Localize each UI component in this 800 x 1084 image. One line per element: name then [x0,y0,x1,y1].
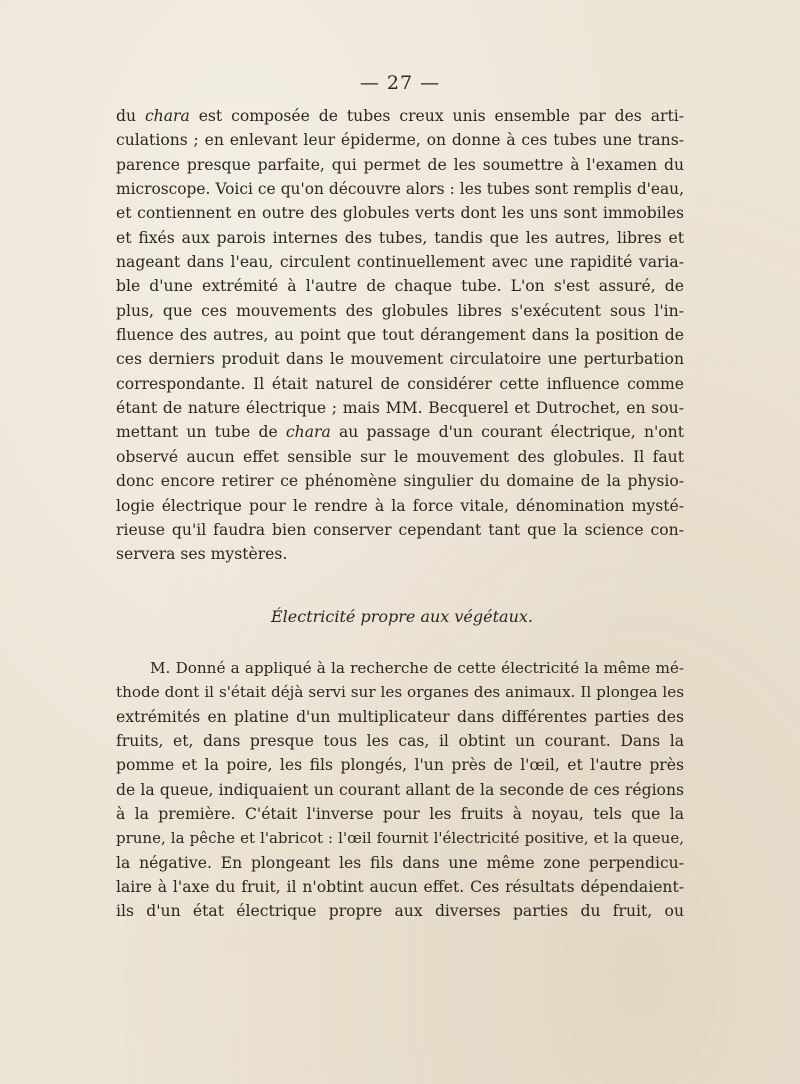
text-line: extrémités en platine d'un multiplicateur dans différentes parties des [116,707,684,726]
text-line: à la première. C'était l'inverse pour les fruits à noyau, tels que la [116,805,684,824]
text-line: M. Donné a appliqué à la recherche de cette électricité la même mé- [150,659,684,677]
text-line: servera ses mystères. [116,545,288,564]
text-line: et contiennent en outre des globules verts dont les uns sont immobiles [116,204,684,223]
text-line: correspondante. Il était naturel de considérer cette influence comme [116,374,684,393]
text-line: laire à l'axe du fruit, il n'obtint aucun effet. Ces résultats dépendaient- [116,878,684,897]
text-line: logie électrique pour le rendre à la force vitale, dénomination mysté- [116,496,684,515]
text-line: observé aucun effet sensible sur le mouvement des globules. Il faut [116,447,684,466]
text-line: rieuse qu'il faudra bien conserver cependant tant que la science con- [116,520,684,539]
paragraph-chara [116,104,684,567]
text-line: mettant un tube de chara au passage d'un courant électrique, n'ont [116,423,684,442]
text-line: pomme et la poire, les fils plongés, l'un près de l'œil, et l'autre près [116,756,684,775]
text-line: et fixés aux parois internes des tubes, tandis que les autres, libres et [116,228,684,247]
italic-term: chara [144,107,190,125]
paragraph-donne [116,656,684,924]
text-line: la négative. En plongeant les fils dans une même zone perpendicu- [116,853,684,872]
text-line: ces derniers produit dans le mouvement circulatoire une perturbation [116,350,684,369]
text-line: ils d'un état électrique propre aux diverses parties du fruit, ou [116,902,684,921]
text-line: ble d'une extrémité à l'autre de chaque tube. L'on s'est assuré, de [116,277,684,296]
text-line: nageant dans l'eau, circulent continuellement avec une rapidité varia- [116,253,684,272]
text-line: parence presque parfaite, qui permet de les soumettre à l'examen du [116,155,684,174]
text-line: microscope. Voici ce qu'on découvre alors : les tubes sont remplis d'eau, [116,180,684,199]
text-line: fluence des autres, au point que tout dérangement dans la position de [116,326,684,345]
text-line: de la queue, indiquaient un courant allant de la seconde de ces régions [116,780,684,799]
text-line: fruits, et, dans presque tous les cas, il obtint un courant. Dans la [116,732,684,751]
section-heading: Électricité propre aux végétaux. [270,607,533,626]
text-line: culations ; en enlevant leur épiderme, on donne à ces tubes une trans- [116,131,684,150]
text-line: thode dont il s'était déjà servi sur les organes des animaux. Il plongea les [116,683,684,702]
page-number: — 27 — [359,72,441,94]
text-line: du chara est composée de tubes creux unis ensemble par des arti- [116,107,684,125]
italic-term: chara [285,423,331,442]
text-line: plus, que ces mouvements des globules libres s'exécutent sous l'in- [116,301,684,320]
text-line: donc encore retirer ce phénomène singulier du domaine de la physio- [116,472,684,491]
text-line: étant de nature électrique ; mais MM. Becquerel et Dutrochet, en sou- [116,399,684,418]
text-line: prune, la pêche et l'abricot : l'œil fournit l'électricité positive, et la queue, [116,829,684,848]
